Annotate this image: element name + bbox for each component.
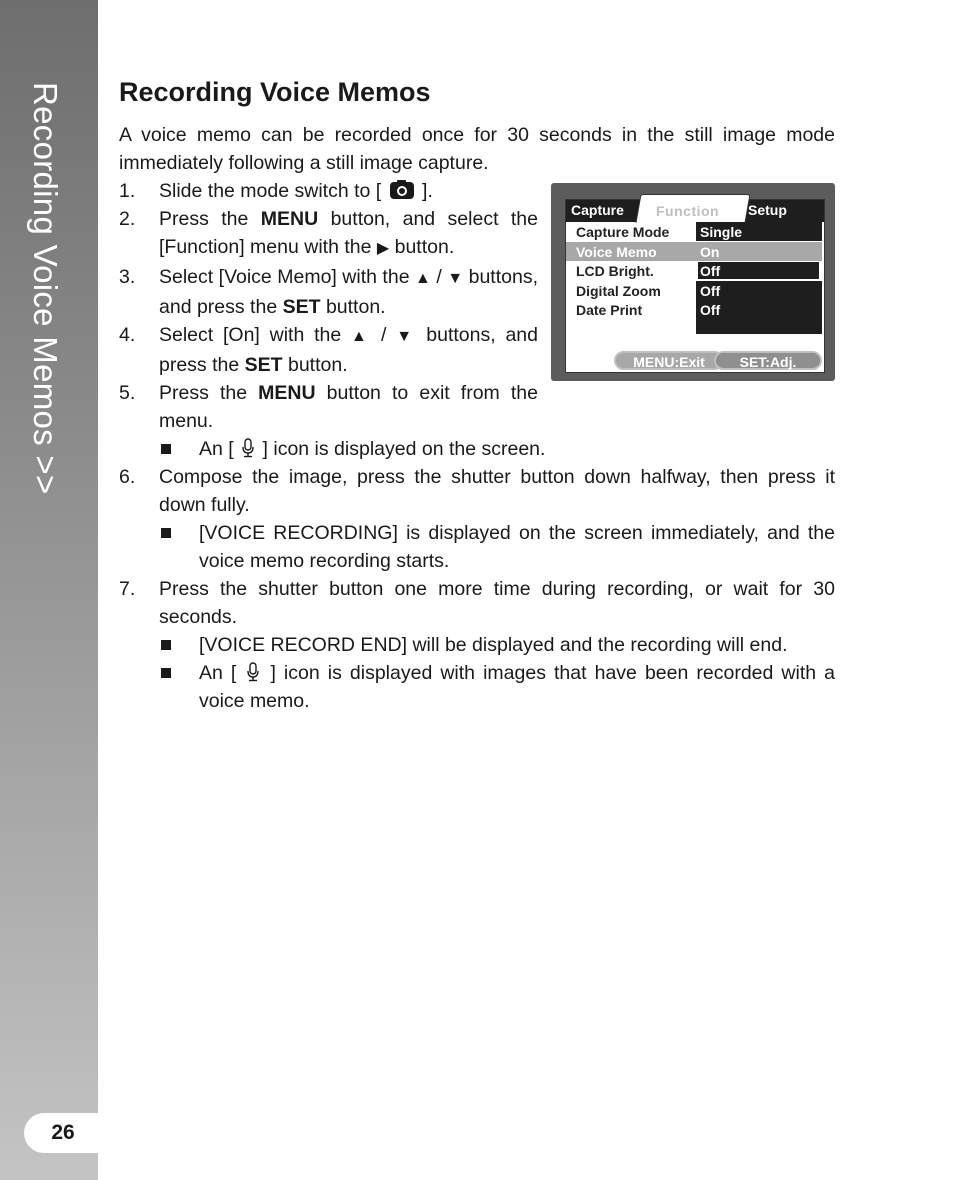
set-button-label: SET — [282, 296, 321, 318]
page-number: 26 — [51, 1121, 75, 1144]
square-bullet-icon — [161, 640, 171, 650]
camera-menu-tabbar — [566, 200, 824, 222]
page-title: Recording Voice Memos — [119, 77, 431, 107]
microphone-icon — [246, 662, 260, 682]
right-arrow-icon: ▶ — [376, 240, 390, 257]
step-7-note-2: An [ ] icon is displayed with images that have been recorded with a voice memo. — [119, 659, 835, 715]
step-number: 5. — [119, 382, 136, 404]
menu-button-label: MENU — [258, 382, 316, 404]
square-bullet-icon — [161, 528, 171, 538]
step-number: 4. — [119, 324, 136, 346]
camera-menu-footer — [614, 350, 824, 372]
square-bullet-icon — [161, 444, 171, 454]
set-adjust-hint: SET:Adj. — [714, 351, 822, 370]
step-number: 3. — [119, 266, 136, 288]
chapter-title: Recording Voice Memos >> — [27, 82, 64, 495]
camera-icon — [389, 180, 415, 200]
tab-function: Function — [656, 203, 720, 219]
chapter-side-band — [0, 0, 98, 1180]
step-7-note-1: [VOICE RECORD END] will be displayed and the recording will end. — [119, 631, 835, 659]
step-number: 2. — [119, 208, 136, 230]
set-button-label: SET — [244, 354, 283, 376]
page-number-tab — [24, 1113, 98, 1153]
step-number: 1. — [119, 180, 136, 202]
menu-row-voice-memo: Voice Memo On — [566, 242, 824, 261]
step-6-note: [VOICE RECORDING] is displayed on the screen immediately, and the voice memo recording starts. — [119, 519, 835, 575]
tab-setup: Setup — [748, 202, 787, 218]
up-arrow-icon: ▲ — [415, 270, 431, 287]
step-4: 4. Select [On] with the ▲ / ▼ buttons, and press the SET button. — [119, 321, 538, 379]
up-arrow-icon: ▲ — [351, 328, 372, 345]
step-3: 3. Select [Voice Memo] with the ▲ / ▼ buttons, and press the SET button. — [119, 263, 538, 321]
tab-capture: Capture — [571, 202, 624, 218]
step-5-note: An [ ] icon is displayed on the screen. — [119, 435, 835, 463]
menu-exit-hint: MENU:Exit — [614, 351, 724, 370]
step-number: 6. — [119, 466, 136, 488]
down-arrow-icon: ▼ — [396, 328, 417, 345]
menu-row-lcd-bright: LCD Bright. Off — [566, 261, 824, 280]
step-2: 2. Press the MENU button, and select the [Function] menu with the ▶ button. — [119, 205, 538, 263]
step-5: 5. Press the MENU button to exit from the menu. — [119, 379, 538, 435]
step-6: 6. Compose the image, press the shutter button down halfway, then press it down fully. — [119, 463, 835, 519]
square-bullet-icon — [161, 668, 171, 678]
camera-menu-screenshot — [551, 183, 835, 381]
microphone-icon — [241, 438, 255, 458]
menu-row-date-print: Date Print Off — [566, 300, 824, 319]
down-arrow-icon: ▼ — [447, 270, 464, 287]
menu-button-label: MENU — [260, 208, 319, 230]
camera-menu-panel — [565, 199, 825, 373]
step-1: 1. Slide the mode switch to [ ]. — [119, 177, 538, 205]
step-number: 7. — [119, 578, 136, 600]
menu-row-digital-zoom: Digital Zoom Off — [566, 281, 824, 300]
menu-row-capture-mode: Capture Mode Single — [566, 222, 824, 241]
step-7: 7. Press the shutter button one more time during recording, or wait for 30 seconds. — [119, 575, 835, 631]
intro-paragraph: A voice memo can be recorded once for 30 seconds in the still image mode immediately following a still image capture. — [119, 124, 835, 174]
